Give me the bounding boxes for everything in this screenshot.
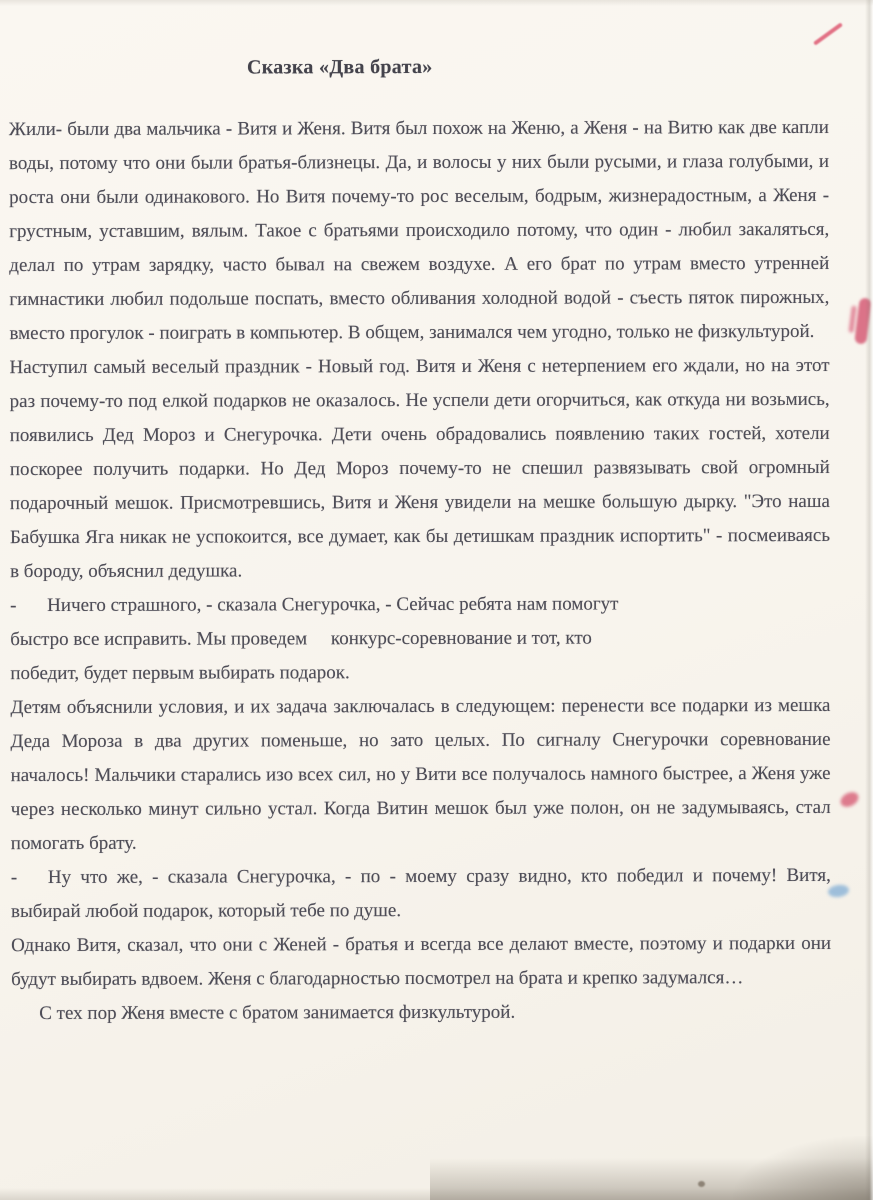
dialogue-dash: - [10,595,17,617]
dialogue-line: быстро все исправить. Мы проведем конкурс-соревнование и тот, кто [10,627,592,651]
scan-speck [698,1181,705,1187]
pink-ink-mark-top-right [813,22,843,45]
dialogue-dash: - [10,867,18,889]
pink-ink-mark-right-lower [838,789,861,809]
story-text [9,53,832,1031]
dialogue-paragraph [11,859,831,929]
closing-line: С тех пор Женя вместе с братом занимается физкультурой. [39,1001,516,1024]
dialogue-line: победит, будет первым выбирать подарок. [10,662,350,685]
paragraph-new-year: Наступил самый веселый праздник - Новый год. Витя и Женя с нетерпением его ждали, но на этот раз почему-то под елкой подарков не оказалось. Не успели дети огорчиться, как откуда ни возьмись, появились Дед Мороз и Снегурочка. Дети очень обрадовались появлению таких гостей, хотели поскорее получить подарки. Но Дед Мороз почему-то не спешил развязывать свой огромный подарочный мешок. Присмотревшись, Витя и Женя увидели на мешке большую дырку. "Это наша Бабушка Яга никак не успокоится, все думает, как бы детишкам праздник испортить" - посмеиваясь в бороду, объяснил дедушка. [9,354,831,583]
story-title: Сказка «Два брата» [246,55,433,79]
paragraph-brothers: Однако Витя, сказал, что они с Женей - братья и всегда все делают вместе, поэтому и подарки они будут выбирать вдвоем. Женя с благодарностью посмотрел на брата и крепко задумался… [11,932,832,991]
dialogue-text: Ничего страшного, - сказала Снегурочка, - Сейчас ребята нам помогут [47,593,619,616]
paragraph-contest: Детям объяснили условия, и их задача заключалась в следующем: перенести все подарки из мешка Деда Мороза в два других поменьше, но зато целых. По сигналу Снегурочки соревнование началось! Мальчики старались изо всех сил, но у Вити все получалось намного быстрее, а Женя уже через несколько минут сильно устал. Когда Витин мешок был уже полон, он не задумываясь, стал помогать брату. [10,694,831,855]
paragraph-intro: Жили- были два мальчика - Витя и Женя. Витя был похож на Женю, а Женя - на Витю как две капли воды, потому что они были братья-близнецы. Да, и волосы у них были русыми, и глаза голубыми, и роста они были одинакового. Но Витя почему-то рос веселым, бодрым, жизнерадостным, а Женя - грустным, уставшим, вялым. Такое с братьями происходило потому, что один - любил закаляться, делал по утрам зарядку, часто бывал на свежем воздухе. А его брат по утрам вместо утренней гимнастики любил подольше поспать, вместо обливания холодной водой - съесть пяток пирожных, вместо прогулок - поиграть в компьютер. В общем, занимался чем угодно, только не физкультурой. [8,116,830,345]
dialogue-line [10,587,830,623]
top-edge-scan-strip [0,0,873,6]
dialogue-text: Ну что же, - сказала Снегурочка, - по - моему сразу видно, кто победил и почему! Витя, выбирай любой подарок, который тебе по душе. [10,864,831,923]
right-edge-scan-strip [865,0,873,1200]
bottom-right-corner-shadow [733,1136,873,1200]
